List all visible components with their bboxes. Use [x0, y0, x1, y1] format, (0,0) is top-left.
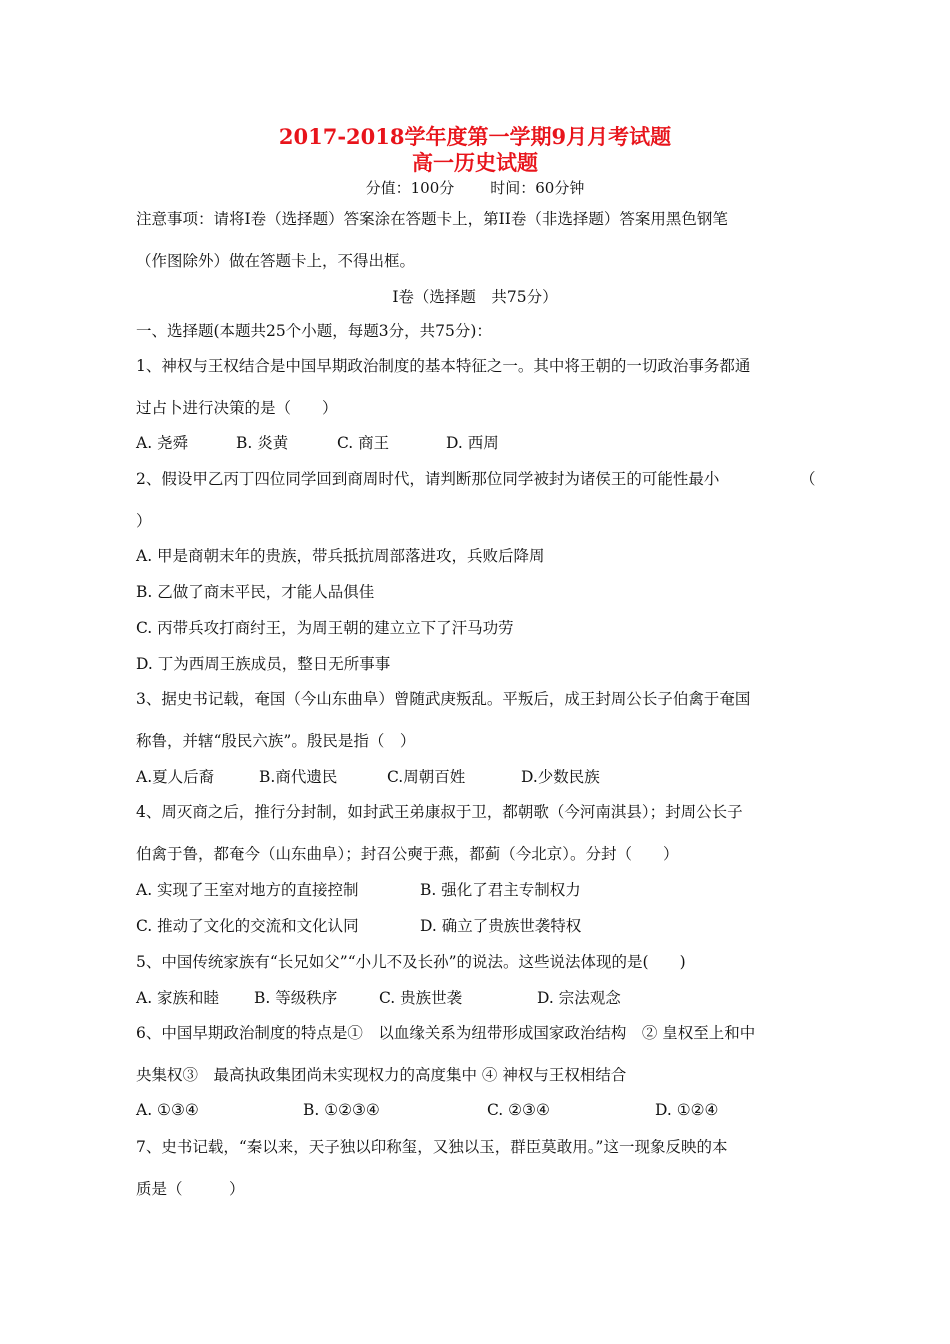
q4-option-a: A. 实现了王室对地方的直接控制: [136, 881, 359, 899]
q4-option-c: C. 推动了文化的交流和文化认同: [136, 917, 359, 935]
q1-stem-line-1: 1、神权与王权结合是中国早期政治制度的基本特征之一。其中将王朝的一切政治事务都通: [136, 357, 751, 375]
q6-stem-line-1: 6、中国早期政治制度的特点是① 以血缘关系为纽带形成国家政治结构 ② 皇权至上和中: [136, 1024, 756, 1042]
exam-meta: [0, 178, 950, 198]
q3-stem-line-2: 称鲁，并辖“殷民六族”。殷民是指（ ）: [136, 732, 416, 750]
exam-title: 2017-2018学年度第一学期9月月考试题: [278, 124, 672, 149]
q5-option-a: A. 家族和睦: [136, 989, 220, 1007]
q2-option-c: C. 丙带兵攻打商纣王，为周王朝的建立立下了汗马功劳: [136, 619, 514, 637]
q3-option-a: A.夏人后裔: [136, 768, 215, 786]
q2-option-a: A. 甲是商朝末年的贵族，带兵抵抗周部落进攻，兵败后降周: [136, 547, 545, 565]
q3-option-b: B.商代遗民: [259, 768, 338, 786]
q1-option-b: B. 炎黄: [236, 434, 289, 452]
q2-stem-line-1: 2、假设甲乙丙丁四位同学回到商周时代，请判断那位同学被封为诸侯王的可能性最小: [136, 470, 720, 488]
q4-option-d: D. 确立了贵族世袭特权: [420, 917, 582, 935]
q2-stem-line-2: ）: [136, 512, 152, 530]
q7-stem-line-2: 质是（ ）: [136, 1180, 245, 1198]
q5-option-d: D. 宗法观念: [537, 989, 621, 1007]
time-label: 时间：60分钟: [490, 179, 585, 197]
q2-option-d: D. 丁为西周王族成员，整日无所事事: [136, 655, 391, 673]
q4-stem-line-1: 4、周灭商之后，推行分封制，如封武王弟康叔于卫，都朝歌（今河南淇县）；封周公长子: [136, 803, 743, 821]
exam-subtitle: 高一历史试题: [412, 150, 538, 175]
q6-option-c: C. ②③④: [487, 1101, 550, 1119]
q1-option-d: D. 西周: [446, 434, 499, 452]
q3-stem-line-1: 3、据史书记载，奄国（今山东曲阜）曾随武庚叛乱。平叛后，成王封周公长子伯禽于奄国: [136, 690, 751, 708]
score-label: 分值：100分: [365, 179, 455, 197]
q3-option-c: C.周朝百姓: [387, 768, 466, 786]
q7-stem-line-1: 7、史书记载，“秦以来，天子独以印称玺，又独以玉，群臣莫敢用。”这一现象反映的本: [136, 1138, 728, 1156]
q1-option-a: A. 尧舜: [136, 434, 189, 452]
q6-option-a: A. ①③④: [136, 1101, 199, 1119]
q1-stem-line-2: 过占卜进行决策的是（ ）: [136, 399, 338, 417]
q4-option-b: B. 强化了君主专制权力: [420, 881, 581, 899]
section-intro: 一、选择题(本题共25个小题，每题3分，共75分)：: [136, 322, 492, 340]
notice-line-2: （作图除外）做在答题卡上，不得出框。: [136, 252, 416, 270]
q5-option-b: B. 等级秩序: [254, 989, 338, 1007]
section-heading: I卷（选择题 共75分）: [392, 288, 558, 306]
q5-stem-line-1: 5、中国传统家族有“长兄如父”“小儿不及长孙”的说法。这些说法体现的是( ): [136, 953, 686, 971]
q3-option-d: D.少数民族: [521, 768, 600, 786]
q4-stem-line-2: 伯禽于鲁，都奄今（山东曲阜）；封召公奭于燕，都蓟（今北京）。分封（ ）: [136, 845, 679, 863]
q2-option-b: B. 乙做了商末平民，才能人品俱佳: [136, 583, 375, 601]
q6-option-b: B. ①②③④: [303, 1101, 380, 1119]
q1-option-c: C. 商王: [337, 434, 390, 452]
notice-line-1: 注意事项：请将I卷（选择题）答案涂在答题卡上，第II卷（非选择题）答案用黑色钢笔: [136, 210, 728, 228]
q6-option-d: D. ①②④: [655, 1101, 719, 1119]
q5-option-c: C. 贵族世袭: [379, 989, 463, 1007]
q6-stem-line-2: 央集权③ 最高执政集团尚未实现权力的高度集中 ④ 神权与王权相结合: [136, 1066, 627, 1084]
q2-paren-open: （: [800, 470, 816, 488]
